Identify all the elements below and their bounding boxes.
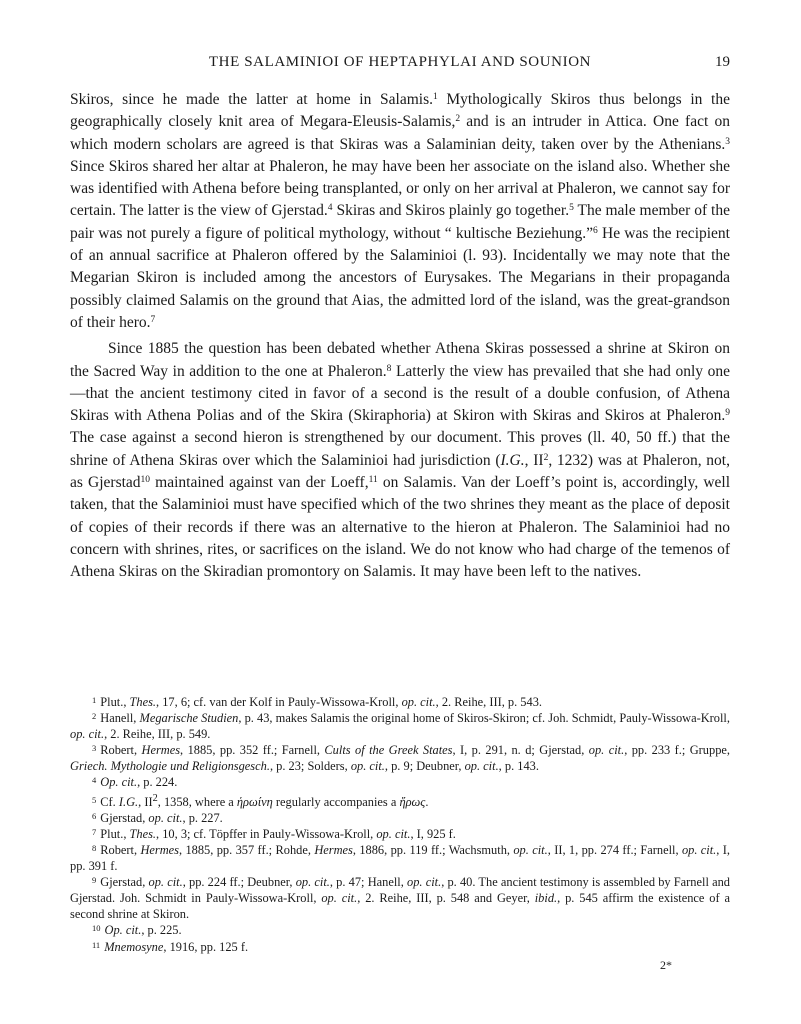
footnote bbox=[70, 810, 730, 826]
footnotes bbox=[70, 694, 730, 955]
text-run: Robert, bbox=[100, 842, 141, 857]
text-run: Plut., bbox=[100, 826, 130, 841]
text-run: Since 1885 the question has been debated whether Athena Skiras possessed a shrine at Skiron on the Sacred Way in addition to the one at Phaleron. bbox=[70, 340, 730, 380]
italic-text: op. cit. bbox=[321, 891, 358, 906]
footnote-ref: 7 bbox=[150, 314, 156, 325]
text-run: Latterly the view has prevailed that she had only one—that the ancient testimony cited in favor of a second is the result of a double confusion, of Athena Skiras with Athena Polias and of the Skira (Skiraphoria) at Skiron with Skiras and Skiros at Phaleron. bbox=[70, 362, 730, 425]
footnote bbox=[70, 791, 730, 810]
text-run: , p. 47; Hanell, bbox=[329, 875, 408, 890]
body-text bbox=[70, 89, 730, 584]
italic-text: ibid. bbox=[534, 891, 558, 906]
footnote-number: 4 bbox=[92, 775, 97, 786]
text-run: maintained against van der Loeff, bbox=[150, 474, 369, 492]
footnote bbox=[70, 922, 730, 938]
running-header bbox=[70, 54, 730, 76]
text-run: , II, 1, pp. 274 ff.; Farnell, bbox=[547, 842, 682, 857]
footnote-number: 1 bbox=[92, 695, 97, 705]
footnote-number: 6 bbox=[92, 810, 97, 821]
paragraph bbox=[70, 338, 730, 583]
text-run: . bbox=[425, 794, 429, 809]
text-run: Cf. bbox=[100, 794, 119, 809]
footnote-ref: 3 bbox=[725, 136, 730, 147]
italic-text: op. cit. bbox=[681, 842, 717, 857]
text-run: , pp. 233 f.; Gruppe, bbox=[624, 743, 730, 758]
text-run: , I, 925 f. bbox=[410, 826, 456, 841]
text-run: , p. 225. bbox=[141, 923, 182, 938]
footnote-number: 5 bbox=[92, 794, 97, 805]
footnote-ref: 2 bbox=[543, 452, 549, 463]
text-run: Gjerstad, bbox=[100, 875, 149, 890]
italic-text: I.G. bbox=[500, 451, 525, 469]
italic-text: Cults of the Greek States bbox=[324, 743, 453, 758]
text-run: , p. 143. bbox=[498, 759, 539, 774]
text-run: Hanell, bbox=[100, 711, 140, 726]
signature-mark: 2* bbox=[660, 958, 672, 972]
footnote-number: 10 bbox=[92, 923, 101, 934]
text-run: , 2. Reihe, III, p. 548 and Geyer, bbox=[357, 891, 535, 906]
italic-text: Griech. Mythologie und Religionsgesch. bbox=[70, 759, 270, 774]
italic-text: op. cit. bbox=[401, 695, 436, 709]
italic-text: Hermes bbox=[141, 743, 181, 758]
footnote-number: 9 bbox=[92, 875, 97, 886]
text-run: , p. 43, makes Salamis the original home of Skiros-Skiron; cf. Joh. Schmidt, Pauly-Wissowa-Kroll, bbox=[238, 711, 730, 726]
footnote-number: 2 bbox=[92, 711, 97, 722]
text-run: , 1916, pp. 125 f. bbox=[163, 939, 249, 954]
italic-text: op. cit. bbox=[148, 875, 183, 890]
footnote-ref: 11 bbox=[368, 475, 378, 486]
text-run: , p. 23; Solders, bbox=[269, 759, 351, 774]
text-run: Gjerstad, bbox=[100, 810, 149, 825]
italic-text: op. cit. bbox=[350, 759, 385, 774]
text-run: , 2. Reihe, III, p. 549. bbox=[104, 727, 211, 742]
text-run: , 1232) was at Phaleron, not, as Gjerstad bbox=[70, 451, 730, 492]
footnote bbox=[70, 826, 730, 842]
text-run: , I, p. 291, n. d; Gjerstad, bbox=[452, 743, 589, 758]
running-title: THE SALAMINIOI OF HEPTAPHYLAI AND SOUNION bbox=[208, 54, 592, 70]
footnote bbox=[70, 774, 730, 790]
text-run: , I, pp. 391 f. bbox=[70, 842, 730, 874]
footnote-ref: 10 bbox=[140, 475, 151, 486]
text-run: Robert, bbox=[100, 743, 142, 758]
footnote-number: 3 bbox=[92, 743, 97, 754]
text-run: and is an intruder in Attica. One fact on which modern scholars are agreed is that Skiras was a Salaminian deity, taken over by the Athenians. bbox=[70, 113, 730, 153]
text-run: Mythologically Skiros thus belongs in the geographically closely knit area of Megara-Eleusis-Salamis, bbox=[70, 91, 730, 131]
text-run: Skiras and Skiros plainly go together. bbox=[332, 202, 570, 220]
italic-text: op. cit. bbox=[295, 875, 330, 890]
text-run: , p. 224. bbox=[137, 775, 178, 790]
text-run: Plut., bbox=[100, 695, 130, 709]
text-run: , 1885, pp. 357 ff.; Rohde, bbox=[179, 842, 315, 857]
footnote bbox=[70, 874, 730, 922]
text-run: The male member of the pair was not purely a figure of political mythology, without “ kultische Beziehung.” bbox=[70, 202, 730, 242]
text-run: He was the recipient of an annual sacrifice at Phaleron offered by the Salaminioi (l. 93). Incidentally we may note that the Megarian Skiron is included among the ancestors of Eurysakes. The Megarians in their propaganda possibly claimed Salamis on the ground that Aias, the admitted lord of the island, was the great-grandson of their hero. bbox=[70, 224, 730, 331]
greek-text: ἥρως bbox=[399, 794, 426, 809]
text-run: , 17, 6; cf. van der Kolf in Pauly-Wissowa-Kroll, bbox=[156, 695, 402, 709]
text-run: , 2. Reihe, III, p. 543. bbox=[435, 695, 542, 709]
italic-text: op. cit. bbox=[376, 826, 411, 841]
paragraph bbox=[70, 89, 730, 334]
text-run: , 1358, where a bbox=[157, 794, 237, 809]
italic-text: op. cit. bbox=[513, 842, 548, 857]
footnote bbox=[70, 694, 730, 710]
italic-text: I.G. bbox=[118, 794, 139, 809]
text-run: The case against a second hieron is strengthened by our document. This proves (ll. 40, 50 ff.) that the shrine of Athena Skiras over which the Salaminioi had jurisdiction ( bbox=[70, 429, 730, 469]
italic-text: Op. cit. bbox=[104, 923, 142, 938]
footnote-ref: 4 bbox=[327, 203, 333, 214]
footnote bbox=[70, 742, 730, 774]
italic-text: op. cit. bbox=[407, 875, 442, 890]
footnote bbox=[70, 842, 730, 874]
footnote-number: 7 bbox=[92, 826, 97, 837]
italic-text: Hermes bbox=[314, 842, 353, 857]
footnote-ref: 8 bbox=[386, 363, 392, 374]
text-run: , 1886, pp. 119 ff.; Wachsmuth, bbox=[352, 842, 514, 857]
greek-text: ἡρωίνη bbox=[236, 794, 273, 809]
italic-text: Thes. bbox=[129, 826, 157, 841]
italic-text: op. cit. bbox=[70, 727, 105, 742]
footnote-ref: 9 bbox=[725, 408, 730, 419]
footnote-number: 8 bbox=[92, 842, 97, 853]
italic-text: Op. cit. bbox=[100, 775, 138, 790]
italic-text: Mnemosyne bbox=[104, 939, 164, 954]
text-run: , p. 9; Deubner, bbox=[384, 759, 465, 774]
text-run: Since Skiros shared her altar at Phaleron, he may have been her associate on the island also. Whether she was identified with Athena before being transplanted, or only on her arrival at Phaleron, we cannot say for certain. The latter is the view of Gjerstad. bbox=[70, 157, 730, 220]
text-run: , II bbox=[524, 451, 544, 469]
italic-text: Hermes bbox=[140, 842, 179, 857]
footnote-ref: 2 bbox=[455, 114, 461, 125]
footnote-ref: 1 bbox=[432, 92, 438, 102]
italic-text: Thes. bbox=[129, 695, 157, 709]
footnote-ref: 2 bbox=[152, 792, 158, 804]
text-run: , p. 40. The ancient testimony is assembled by Farnell and Gjerstad. Joh. Schmidt in Pauly-Wissowa-Kroll, bbox=[70, 875, 730, 906]
italic-text: op. cit. bbox=[588, 743, 625, 758]
footnote-number: 11 bbox=[92, 939, 101, 950]
footnote-ref: 6 bbox=[593, 225, 598, 236]
footnote-ref: 5 bbox=[569, 203, 574, 214]
text-run: , 1885, pp. 352 ff.; Farnell, bbox=[180, 743, 325, 758]
text-run: , pp. 224 ff.; Deubner, bbox=[182, 875, 296, 890]
text-run: Skiros, since he made the latter at home in Salamis. bbox=[70, 91, 433, 108]
page-number: 19 bbox=[715, 54, 730, 70]
text-run: , II bbox=[138, 794, 153, 809]
italic-text: op. cit. bbox=[148, 810, 183, 825]
text-run: , p. 227. bbox=[182, 810, 223, 825]
text-run: regularly accompanies a bbox=[272, 794, 400, 809]
text-run: , 10, 3; cf. Töpffer in Pauly-Wissowa-Kroll, bbox=[156, 826, 377, 841]
text-run: on Salamis. Van der Loeff’s point is, accordingly, well taken, that the Salaminioi must have specified which of the two shrines they meant as the place of deposit of copies of their records if there was an alternative to the hieron at Phaleron. The Salaminioi had no concern with shrines, rites, or sacrifices on the island. We do not know who had charge of the temenos of Athena Skiras on the Skiradian promontory on Salamis. It may have been left to the natives. bbox=[70, 474, 731, 581]
italic-text: op. cit. bbox=[464, 759, 499, 774]
text-run: , p. 545 affirm the existence of a second shrine at Skiron. bbox=[70, 891, 730, 922]
footnote bbox=[70, 710, 730, 742]
italic-text: Megarische Studien bbox=[139, 711, 239, 726]
footnote bbox=[70, 939, 730, 955]
